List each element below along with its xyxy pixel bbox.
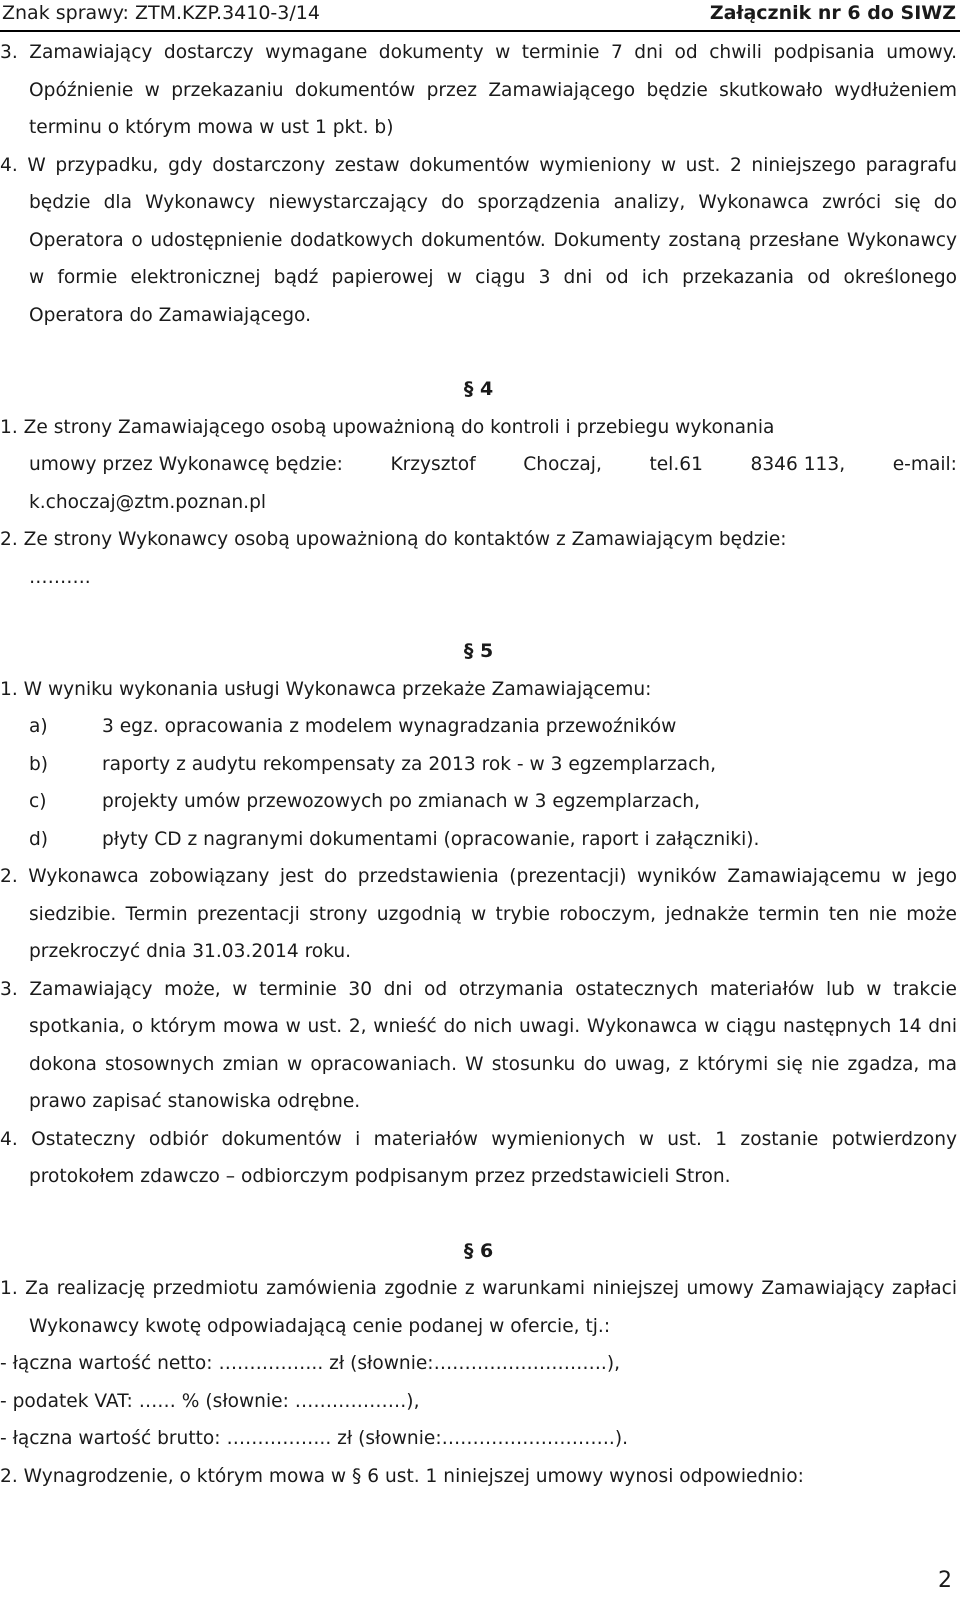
list-item: d) płyty CD z nagranymi dokumentami (opracowanie, raport i załączniki). <box>29 828 760 850</box>
section-5-p1: 1. W wyniku wykonania usługi Wykonawca przekaże Zamawiającemu: <box>0 678 652 700</box>
section-4-p1: 1. Ze strony Zamawiającego osobą upoważnioną do kontroli i przebiegu wykonania <box>0 416 775 438</box>
section-5-p2: 2. Wykonawca zobowiązany jest do przedstawienia (prezentacji) wyników Zamawiającemu w jego siedzibie. Termin prezentacji strony uzgodnią w trybie roboczym, jednakże termin ten nie może przekroczyć dnia 31.03.2014 roku. <box>0 866 957 962</box>
section-4-p2: 2. Ze strony Wykonawcy osobą upoważnioną do kontaktów z Zamawiającym będzie: <box>0 529 787 550</box>
case-number: Znak sprawy: ZTM.KZP.3410-3/14 <box>2 2 320 24</box>
list-item: a) 3 egz. opracowania z modelem wynagradzania przewoźników <box>29 716 677 737</box>
contractor-contact-placeholder: ………. <box>29 566 91 588</box>
section-6-title: § 6 <box>463 1239 494 1262</box>
vat-line: - podatek VAT: …… % (słownie: ………………), <box>0 1390 420 1412</box>
section-6-p2: 2. Wynagrodzenie, o którym mowa w § 6 ust. 1 niniejszej umowy wynosi odpowiednio: <box>0 1465 804 1487</box>
gross-value-line: - łączna wartość brutto: …………….. zł (słownie:……………………….). <box>0 1428 629 1449</box>
page-number: 2 <box>938 1568 952 1593</box>
list-item: b) raporty z audytu rekompensaty za 2013 rok - w 3 egzemplarzach, <box>29 753 716 775</box>
section-6-p1: 1. Za realizację przedmiotu zamówienia zgodnie z warunkami niniejszej umowy Zamawiający zapłaci Wykonawcy kwotę odpowiadającą cenie podanej w ofercie, tj.: <box>0 1278 957 1337</box>
section-4-p1-contact-row: umowy przez Wykonawcę będzie: Krzysztof Choczaj, tel.61 8346 113, e-mail: <box>29 454 957 475</box>
paragraph-3: 3. Zamawiający dostarczy wymagane dokumenty w terminie 7 dni od chwili podpisania umowy. Opóźnienie w przekazaniu dokumentów przez Zamawiającego będzie skutkowało wydłużeniem terminu o którym mowa w ust 1 pkt. b) <box>0 42 957 138</box>
paragraph-4: 4. W przypadku, gdy dostarczony zestaw dokumentów wymieniony w ust. 2 niniejszego paragrafu będzie dla Wykonawcy niewystarczający do sporządzenia analizy, Wykonawca zwróci się do Operatora o udostępnienie dodatkowych dokumentów. Dokumenty zostaną przesłane Wykonawcy w formie elektronicznej bądź papierowej w ciągu 3 dni od ich przekazania od określonego Operatora do Zamawiającego. <box>0 154 957 326</box>
section-4-title: § 4 <box>463 378 494 400</box>
section-5-p4: 4. Ostateczny odbiór dokumentów i materiałów wymienionych w ust. 1 zostanie potwierdzony protokołem zdawczo – odbiorczym podpisanym przez przedstawicieli Stron. <box>0 1128 957 1187</box>
section-5-title: § 5 <box>463 640 494 662</box>
document-body <box>0 34 957 1495</box>
section-5-p3: 3. Zamawiający może, w terminie 30 dni od otrzymania ostatecznych materiałów lub w trakcie spotkania, o którym mowa w ust. 2, wnieść do nich uwagi. Wykonawca w ciągu następnych 14 dni dokona stosownych zmian w opracowaniach. W stosunku do uwag, z którymi się nie zgadza, ma prawo zapisać stanowiska odrębne. <box>0 978 957 1112</box>
contact-email: k.choczaj@ztm.poznan.pl <box>29 491 267 513</box>
page-header <box>0 0 960 32</box>
list-item: c) projekty umów przewozowych po zmianach w 3 egzemplarzach, <box>29 791 700 812</box>
attachment-label: Załącznik nr 6 do SIWZ <box>709 2 956 24</box>
net-value-line: - łączna wartość netto: …………….. zł (słownie:……………………….), <box>0 1353 620 1374</box>
